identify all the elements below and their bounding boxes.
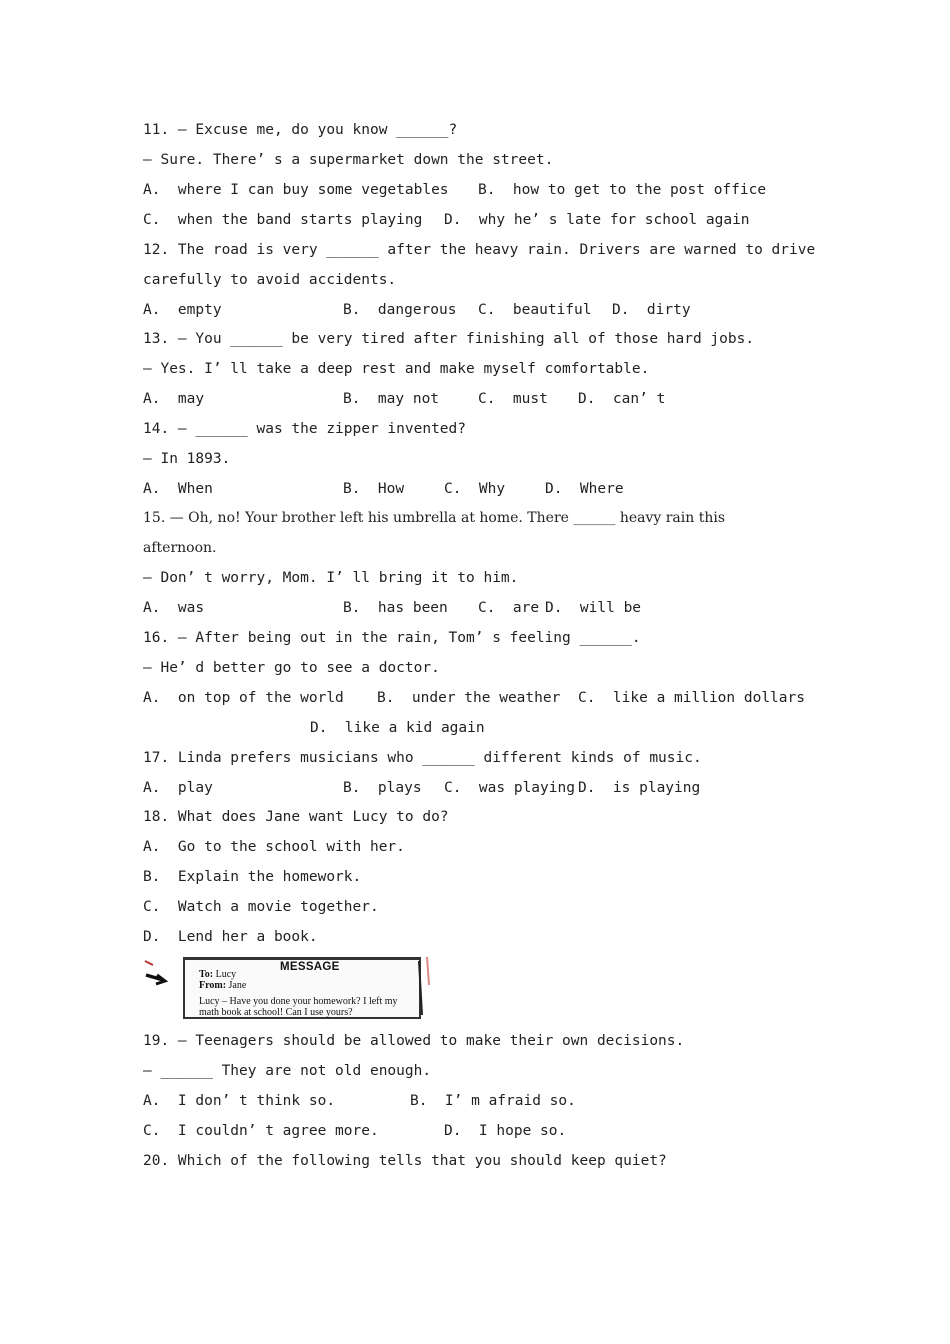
q13-option-a: A. may [143,391,205,407]
q11-option-a: A. where I can buy some vegetables [143,182,449,198]
q19-option-d: D. I hope so. [444,1123,567,1139]
question-15-reply: — Don’ t worry, Mom. I’ ll bring it to him. [143,570,519,586]
q16-option-d: D. like a kid again [310,720,485,736]
question-14-stem: 14. — ______ was the zipper invented? [143,421,467,437]
q19-option-b: B. I’ m afraid so. [410,1093,576,1109]
message-from-value: Jane [228,980,247,991]
question-15-stem: 15. — Oh, no! Your brother left his umbrella at home. There ______ heavy rain this [143,510,726,526]
note-paper-edge [417,955,433,1021]
q14-option-a: A. When [143,481,213,497]
q14-option-d: D. Where [545,481,624,497]
q17-option-a: A. play [143,780,213,796]
message-card [183,957,421,1019]
question-12-continuation: carefully to avoid accidents. [143,272,397,288]
q11-option-c: C. when the band starts playing [143,212,423,228]
message-body-line-2: math book at school! Can I use yours? [199,1007,353,1018]
q13-option-c: C. must [478,391,548,407]
question-13-reply: — Yes. I’ ll take a deep rest and make myself comfortable. [143,361,650,377]
arrow-icon [143,953,183,1023]
q11-option-b: B. how to get to the post office [478,182,767,198]
q12-option-b: B. dangerous [343,302,457,318]
question-14-reply: — In 1893. [143,451,231,467]
question-11-stem: 11. — Excuse me, do you know ______? [143,122,458,138]
question-15-continuation: afternoon. [143,540,217,556]
q17-option-d: D. is playing [578,780,701,796]
message-to [199,969,236,980]
q18-option-d: D. Lend her a book. [143,929,318,945]
q16-option-b: B. under the weather [377,690,561,706]
q14-option-b: B. How [343,481,405,497]
q18-option-b: B. Explain the homework. [143,869,362,885]
question-18-stem: 18. What does Jane want Lucy to do? [143,809,449,825]
question-20-stem: 20. Which of the following tells that you should keep quiet? [143,1153,667,1169]
q17-option-b: B. plays [343,780,422,796]
q14-option-c: C. Why [444,481,506,497]
message-note-image [143,953,438,1023]
q18-option-a: A. Go to the school with her. [143,839,405,855]
message-to-label: To: [199,969,214,980]
q12-option-c: C. beautiful [478,302,592,318]
q15-option-c: C. are [478,600,540,616]
q13-option-b: B. may not [343,391,440,407]
q15-option-b: B. has been [343,600,448,616]
q15-option-a: A. was [143,600,205,616]
q19-option-c: C. I couldn’ t agree more. [143,1123,379,1139]
q16-option-c: C. like a million dollars [578,690,805,706]
message-from [199,980,246,991]
q17-option-c: C. was playing [444,780,575,796]
message-from-label: From: [199,980,227,991]
question-19-stem: 19. — Teenagers should be allowed to make their own decisions. [143,1033,685,1049]
q19-option-a: A. I don’ t think so. [143,1093,336,1109]
message-title: MESSAGE [280,961,340,973]
q12-option-d: D. dirty [612,302,691,318]
question-13-stem: 13. — You ______ be very tired after finishing all of those hard jobs. [143,331,755,347]
q18-option-c: C. Watch a movie together. [143,899,379,915]
message-body-line-1: Lucy – Have you done your homework? I left my [199,996,398,1007]
q13-option-d: D. can’ t [578,391,666,407]
question-16-reply: — He’ d better go to see a doctor. [143,660,440,676]
question-11-reply: — Sure. There’ s a supermarket down the street. [143,152,554,168]
q15-option-d: D. will be [545,600,642,616]
question-17-stem: 17. Linda prefers musicians who ______ different kinds of music. [143,750,702,766]
q11-option-d: D. why he’ s late for school again [444,212,750,228]
q12-option-a: A. empty [143,302,222,318]
q16-option-a: A. on top of the world [143,690,344,706]
question-19-reply: — ______ They are not old enough. [143,1063,432,1079]
question-16-stem: 16. — After being out in the rain, Tom’ s feeling ______. [143,630,641,646]
question-12-stem: 12. The road is very ______ after the heavy rain. Drivers are warned to drive [143,242,816,258]
message-to-value: Lucy [215,969,237,980]
